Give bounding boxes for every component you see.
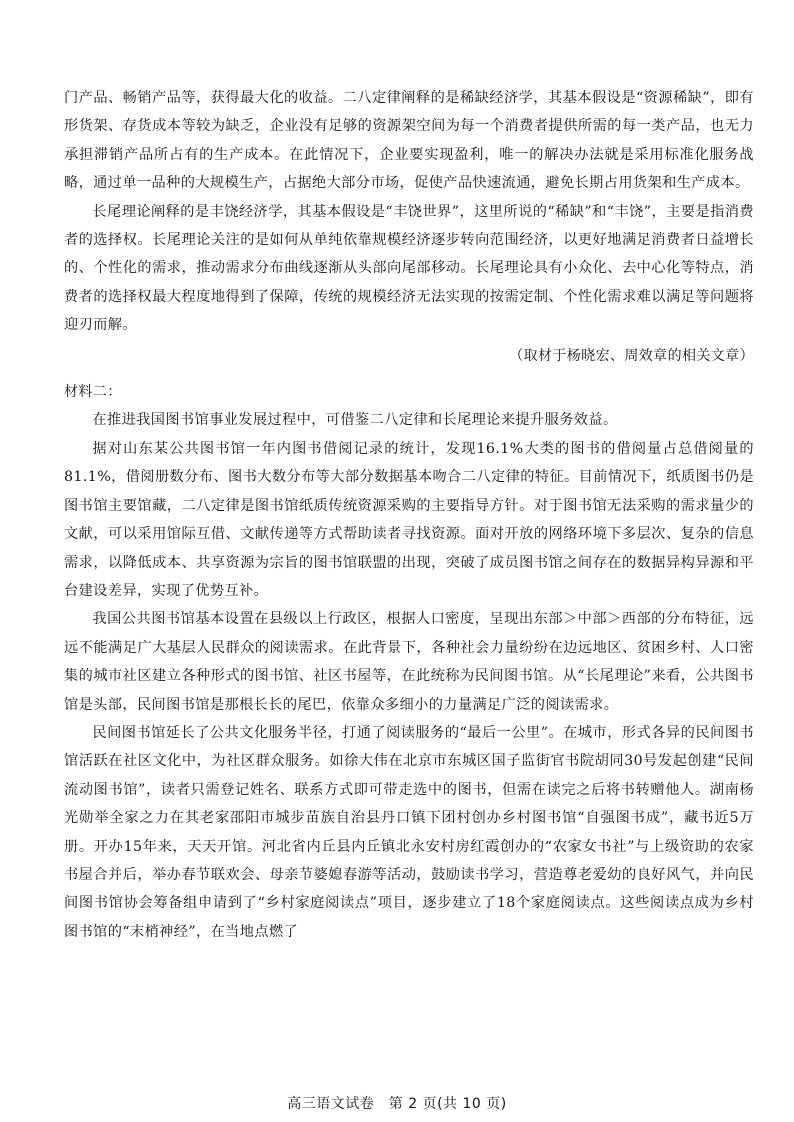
paragraph-public-libraries: 我国公共图书馆基本设置在县级以上行政区，根据人口密度，呈现出东部＞中部＞西部的分布特征，远远不能满足广大基层人民群众的阅读需求。在此背景下，各种社会力量纷纷在边远地区、贫困乡村、人口密集的城市社区建立各种形式的图书馆、社区书屋等，在此统称为民间图书馆。从“长尾理论”来看，公共图书馆是头部，民间图书馆是那根长长的尾巴，依靠众多细小的力量满足广泛的阅读需求。 — [64, 611, 754, 713]
paragraph-private-libraries: 民间图书馆延长了公共文化服务半径，打通了阅读服务的“最后一公里”。在城市，形式各异的民间图书馆活跃在社区文化中，为社区群众服务。如徐大伟在北京市东城区国子监街官书院胡同30号发起创建“民间流动图书馆”，读者只需登记姓名、联系方式即可带走选中的图书，但需在读完之后将书转赠他人。湖南杨光勋举全家之力在其老家邵阳市城步苗族自治县丹口镇下团村创办乡村图书馆“自强图书成”，藏书近5万册。开办15年来，天天开馆。河北省内丘县内丘镇北永安村房红霞创办的“农家女书社”与上级资助的农家书屋合并后，举办春节联欢会、母亲节婆媳春游等活动，鼓励读书学习，营造尊老爱幼的良好风气，并向民间图书馆协会筹备组申请到了“乡村家庭阅读点”项目，逐步建立了18个家庭阅读点。这些阅读点成为乡村图书馆的“末梢神经”，在当地点燃了 — [64, 724, 754, 940]
page-footer: 高三语文试卷 第 2 页(共 10 页) — [287, 1096, 507, 1112]
paragraph-continued: 门产品、畅销产品等，获得最大化的收益。二八定律阐释的是稀缺经济学，其基本假设是“资源稀缺”，即有形货架、存货成本等较为缺乏，企业没有足够的资源架空间为每一个消费者提供所需的每一类产品，也无力承担滞销产品所占有的生产成本。在此情况下，企业要实现盈利，唯一的解决办法就是采用标准化服务战略，通过单一品种的大规模生产，占据绝大部分市场，促使产品快速流通，避免长期占用货架和生产成本。 — [64, 90, 754, 192]
source-attribution: （取材于杨晓宏、周效章的相关文章） — [509, 347, 754, 364]
material-two-heading: 材料二： — [64, 384, 122, 401]
paragraph-intro: 在推进我国图书馆事业发展过程中，可借鉴二八定律和长尾理论来提升服务效益。 — [92, 412, 618, 429]
page-body — [64, 84, 754, 946]
paragraph-shandong-statistics: 据对山东某公共图书馆一年内图书借阅记录的统计，发现16.1%大类的图书的借阅量占总借阅量的81.1%，借阅册数分布、图书大数分布等大部分数据基本吻合二八定律的特征。目前情况下，纸质图书仍是图书馆主要馆藏，二八定律是图书馆纸质传统资源采购的主要指导方针。对于图书馆无法采购的需求量少的文献，可以采用馆际互借、文献传递等方式帮助读者寻找资源。面对开放的网络环境下多层次、复杂的信息需求，以降低成本、共享资源为宗旨的图书馆联盟的出现，突破了成员图书馆之间存在的数据异构异源和平台建设差异，实现了优势互补。 — [64, 440, 754, 599]
paragraph-long-tail-theory: 长尾理论阐释的是丰饶经济学，其基本假设是“丰饶世界”，这里所说的“稀缺”和“丰饶”，主要是指消费者的选择权。长尾理论关注的是如何从单纯依靠规模经济逐步转向范围经济，以更好地满足消费者日益增长的、个性化的需求，推动需求分布曲线逐渐从头部向尾部移动。长尾理论具有小众化、去中心化等特点，消费者的选择权最大程度地得到了保障，传统的规模经济无法实现的按需定制、个性化需求难以满足等问题将迎刃而解。 — [64, 203, 754, 334]
